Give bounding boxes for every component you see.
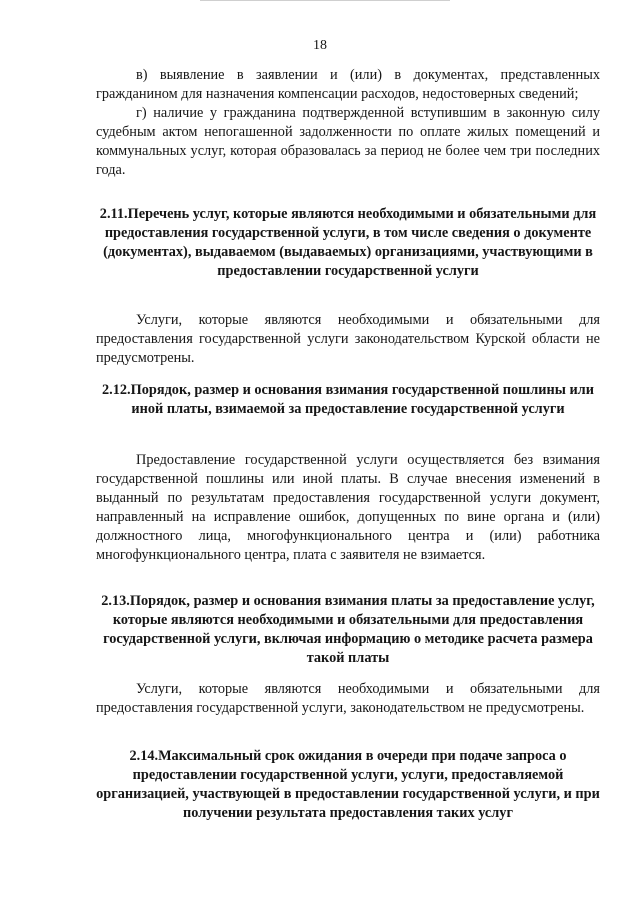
page-number: 18 [313, 38, 327, 53]
section-heading-2-12: 2.12.Порядок, размер и основания взимания государственной пошлины или иной платы, взимаемой за предоставление государственной услуги [102, 382, 594, 417]
list-item-g: г) наличие у гражданина подтвержденной вступившим в законную силу судебным актом непогашенной задолженности по оплате жилых помещений и коммунальных услуг, которая образовалась за период не более чем три последних года. [96, 105, 600, 178]
section-heading-2-11: 2.11.Перечень услуг, которые являются необходимыми и обязательными для предоставления государственной услуги, в том числе сведения о документе (документах), выдаваемом (выдаваемых) организациями, участвующими в предоставлении государственной услуги [99, 206, 597, 279]
section-heading-2-13: 2.13.Порядок, размер и основания взимания платы за предоставление услуг, которые являются необходимыми и обязательными для предоставления государственной услуги, включая информацию о методике расчета размера такой платы [101, 593, 595, 666]
list-item-v: в) выявление в заявлении и (или) в документах, представленных гражданином для назначения компенсации расходов, недостоверных сведений; [96, 67, 600, 102]
top-divider [200, 0, 450, 1]
intro-block [96, 66, 600, 180]
section-text-2-13: Услуги, которые являются необходимыми и обязательными для предоставления государственной услуги, законодательством не предусмотрены. [96, 681, 600, 716]
section-text-2-11: Услуги, которые являются необходимыми и обязательными для предоставления государственной услуги законодательством Курской области не предусмотрены. [96, 312, 600, 366]
section-text-2-12: Предоставление государственной услуги осуществляется без взимания государственной пошлины или иной платы. В случае внесения изменений в выданный по результатам предоставления государственной услуги документ, направленный на исправление ошибок, допущенных по вине органа и (или) должностного лица, многофункционального центра и (или) работника многофункционального центра, плата с заявителя не взимается. [96, 452, 600, 563]
section-heading-2-14: 2.14.Максимальный срок ожидания в очереди при подаче запроса о предоставлении государственной услуги, услуги, предоставляемой организацией, участвующей в предоставлении государственной услуги, и при получении результата предоставления таких услуг [96, 748, 600, 821]
